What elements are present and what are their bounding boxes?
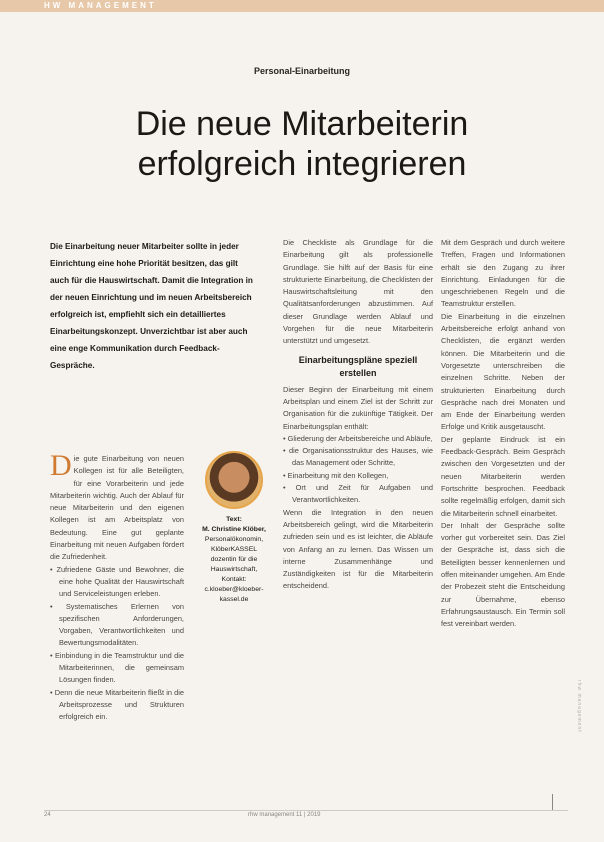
column-2 — [283, 237, 433, 593]
list-item: • Ort und Zeit für Aufgaben und Verantwortlichkeiten. — [283, 483, 433, 505]
list-item: • Zufriedene Gäste und Bewohner, die eine hohe Qualität der Hauswirtschaft und Serviceleistungen erleben. — [50, 564, 184, 599]
list-item-text: Denn die neue Mitarbeiterin fließt in die Arbeitsprozesse und Strukturen erfolgreich ein. — [54, 687, 184, 722]
list-item: • Einbindung in die Teamstruktur und die Mitarbeiterinnen, die gemeinsam Lösungen finden. — [50, 650, 184, 685]
paragraph: Mit dem Gespräch und durch weitere Treffen, Fragen und Informationen erhält sie den Zugang zu ihrer Einrichtung. Einladungen für die ungeschriebenen Regeln und die Teamstruktur erstellen. — [441, 238, 565, 309]
author-contact-2: Kontakt: — [221, 576, 247, 583]
article-lead: Die Einarbeitung neuer Mitarbeiter sollte in jeder Einrichtung eine hohe Priorität besitzen, das gilt auch für die Hauswirtschaft. Damit die Integration in der neuen Einrichtung und im neuen Arbeitsbereich erfolgreich ist, empfiehlt sich ein detailliertes Einarbeitungskonzept. Unverzichtbar ist aber auch eine enge Kommunikation durch Feedback-Gespräche. — [50, 242, 253, 370]
section-band — [0, 0, 604, 12]
paragraph: Der Inhalt der Gespräche sollte vorher gut vorbereitet sein. Das Ziel der Gespräche ist, dass sich die Beteiligten besser kennenlernen und offen miteinander umgehen. Am Ende der Probezeit steht die Entscheidung zur Übernahme, ebenso Erfahrungsaustausch. Ein Termin soll fest vereinbart werden. — [441, 520, 565, 629]
page-footer — [0, 810, 604, 824]
list-item-text: Systematisches Erlernen von spezifischen Anforderungen, Vorgaben, Verantwortlichkeiten und Bewertungsmodalitäten. — [59, 601, 184, 648]
list-item-text: Einarbeitung mit den Kollegen, — [287, 470, 389, 480]
list-item-text: Gliederung der Arbeitsbereiche und Abläufe, — [287, 433, 433, 443]
paragraph: Wenn die Integration in den neuen Arbeitsbereich gelingt, wird die Mitarbeiterin zufrieden sein und es ist leichter, die Abläufe von Anfang an zu lernen. Das Wissen um interne Zusammenhänge und Zuständigkeiten ist für die Mitarbeiterin entscheidend. — [283, 507, 433, 591]
title-line-1: Die neue Mitarbeiterin — [135, 105, 469, 143]
paragraph: Die Checkliste als Grundlage für die Einarbeitung gilt als professionelle Grundlage. Sie hilft auf der Basis für eine strukturierte Einarbeitung, die Checklisten der Hauswirtschaftsleitung mit den Qualitätsanforderungen abzustimmen. Auf dieser Grundlage werden Ablauf und Vorgehen für die neue Mitarbeiterin unterstützt und umgesetzt. — [283, 238, 433, 346]
page-number: 24 — [44, 812, 51, 818]
section-band-label: HW MANAGEMENT — [44, 1, 157, 10]
list-item-text: Ort und Zeit für Aufgaben und Verantwortlichkeiten. — [292, 483, 433, 505]
author-label: Text: — [226, 516, 242, 523]
list-item: • Einarbeitung mit den Kollegen, — [283, 470, 389, 480]
article-title — [40, 104, 564, 184]
paragraph: Der geplante Eindruck ist ein Feedback-Gespräch. Beim Gespräch zwischen den Vorgesetzten und der neuen Mitarbeiterin werden Fortschritte besprochen. Feedback sollte regelmäßig erfolgen, damit sich die Mitarbeiterin schnell einarbeitet. — [441, 434, 565, 518]
author-email[interactable]: c.kloeber@kloeber-kassel.de — [204, 586, 264, 603]
author-box — [196, 451, 272, 605]
column-1 — [50, 449, 184, 724]
author-role: Personalökonomin, KlöberKASSEL — [204, 536, 264, 553]
column-3 — [441, 237, 565, 631]
list-item-text: Zufriedene Gäste und Bewohner, die eine hohe Qualität der Hauswirtschaft und Serviceleistungen erleben. — [56, 564, 184, 599]
footer-marker — [552, 794, 553, 810]
magazine-info: rhw management 11 | 2019 — [248, 812, 321, 818]
list-item: • die Organisationsstruktur des Hauses, wie das Management oder Schritte, — [283, 446, 433, 468]
title-line-2: erfolgreich integrieren — [137, 145, 467, 183]
footer-rule — [44, 810, 568, 811]
paragraph: Dieser Beginn der Einarbeitung mit einem Arbeitsplan und einem Ziel ist der Schritt zur Organisation für die zukünftige Tätigkeit. Der Einarbeitungsplan enthält: — [283, 384, 433, 431]
article-kicker: Personal-Einarbeitung — [253, 66, 351, 76]
list-item-text: die Organisationsstruktur des Hauses, wie das Management oder Schritte, — [289, 446, 433, 468]
author-contact-1: dozentin für die Hauswirtschaft, — [210, 556, 258, 573]
list-item: • Gliederung der Arbeitsbereiche und Abläufe, — [283, 433, 433, 443]
dropcap: D — [50, 449, 72, 482]
author-name: M. Christine Klöber, — [202, 526, 266, 533]
list-item: • Systematisches Erlernen von spezifischen Anforderungen, Vorgaben, Verantwortlichkeiten und Bewertungsmodalitäten. — [50, 601, 184, 648]
paragraph: Die Einarbeitung in die einzelnen Arbeitsbereiche erfolgt anhand von Checklisten, die ergänzt werden können. Die Mitarbeiterin und die Vorgesetzte unterschreiben die einzelnen Schritte. Neben der strukturierten Einarbeitung durch Gespräche nach drei Monaten und am Ende der Einarbeitung werden Erfolge und Kritik ausgetauscht. — [441, 311, 565, 432]
side-tag: rhw management — [576, 680, 582, 733]
author-portrait — [205, 451, 263, 509]
list-item-text: Einbindung in die Teamstruktur und die Mitarbeiterinnen, die gemeinsam Lösungen finden. — [54, 650, 184, 685]
list-item: • Denn die neue Mitarbeiterin fließt in die Arbeitsprozesse und Strukturen erfolgreich ein. — [50, 687, 184, 722]
subheading: Einarbeitungspläne speziell erstellen — [298, 354, 418, 378]
intro-paragraph — [50, 449, 184, 564]
intro-text: ie gute Einarbeitung von neuen Kollegen ist für alle Beteiligten, für eine Vorarbeiterin und jede Mitarbeiterin wichtig. Auch der Ablauf für neue Mitarbeiterin und den eigenen Kollegen ist am Arbeitsplatz von Bedeutung. Eine gut geplante Einarbeitung mit neuen Aufgaben fördert die Zufriedenheit. — [50, 454, 184, 562]
